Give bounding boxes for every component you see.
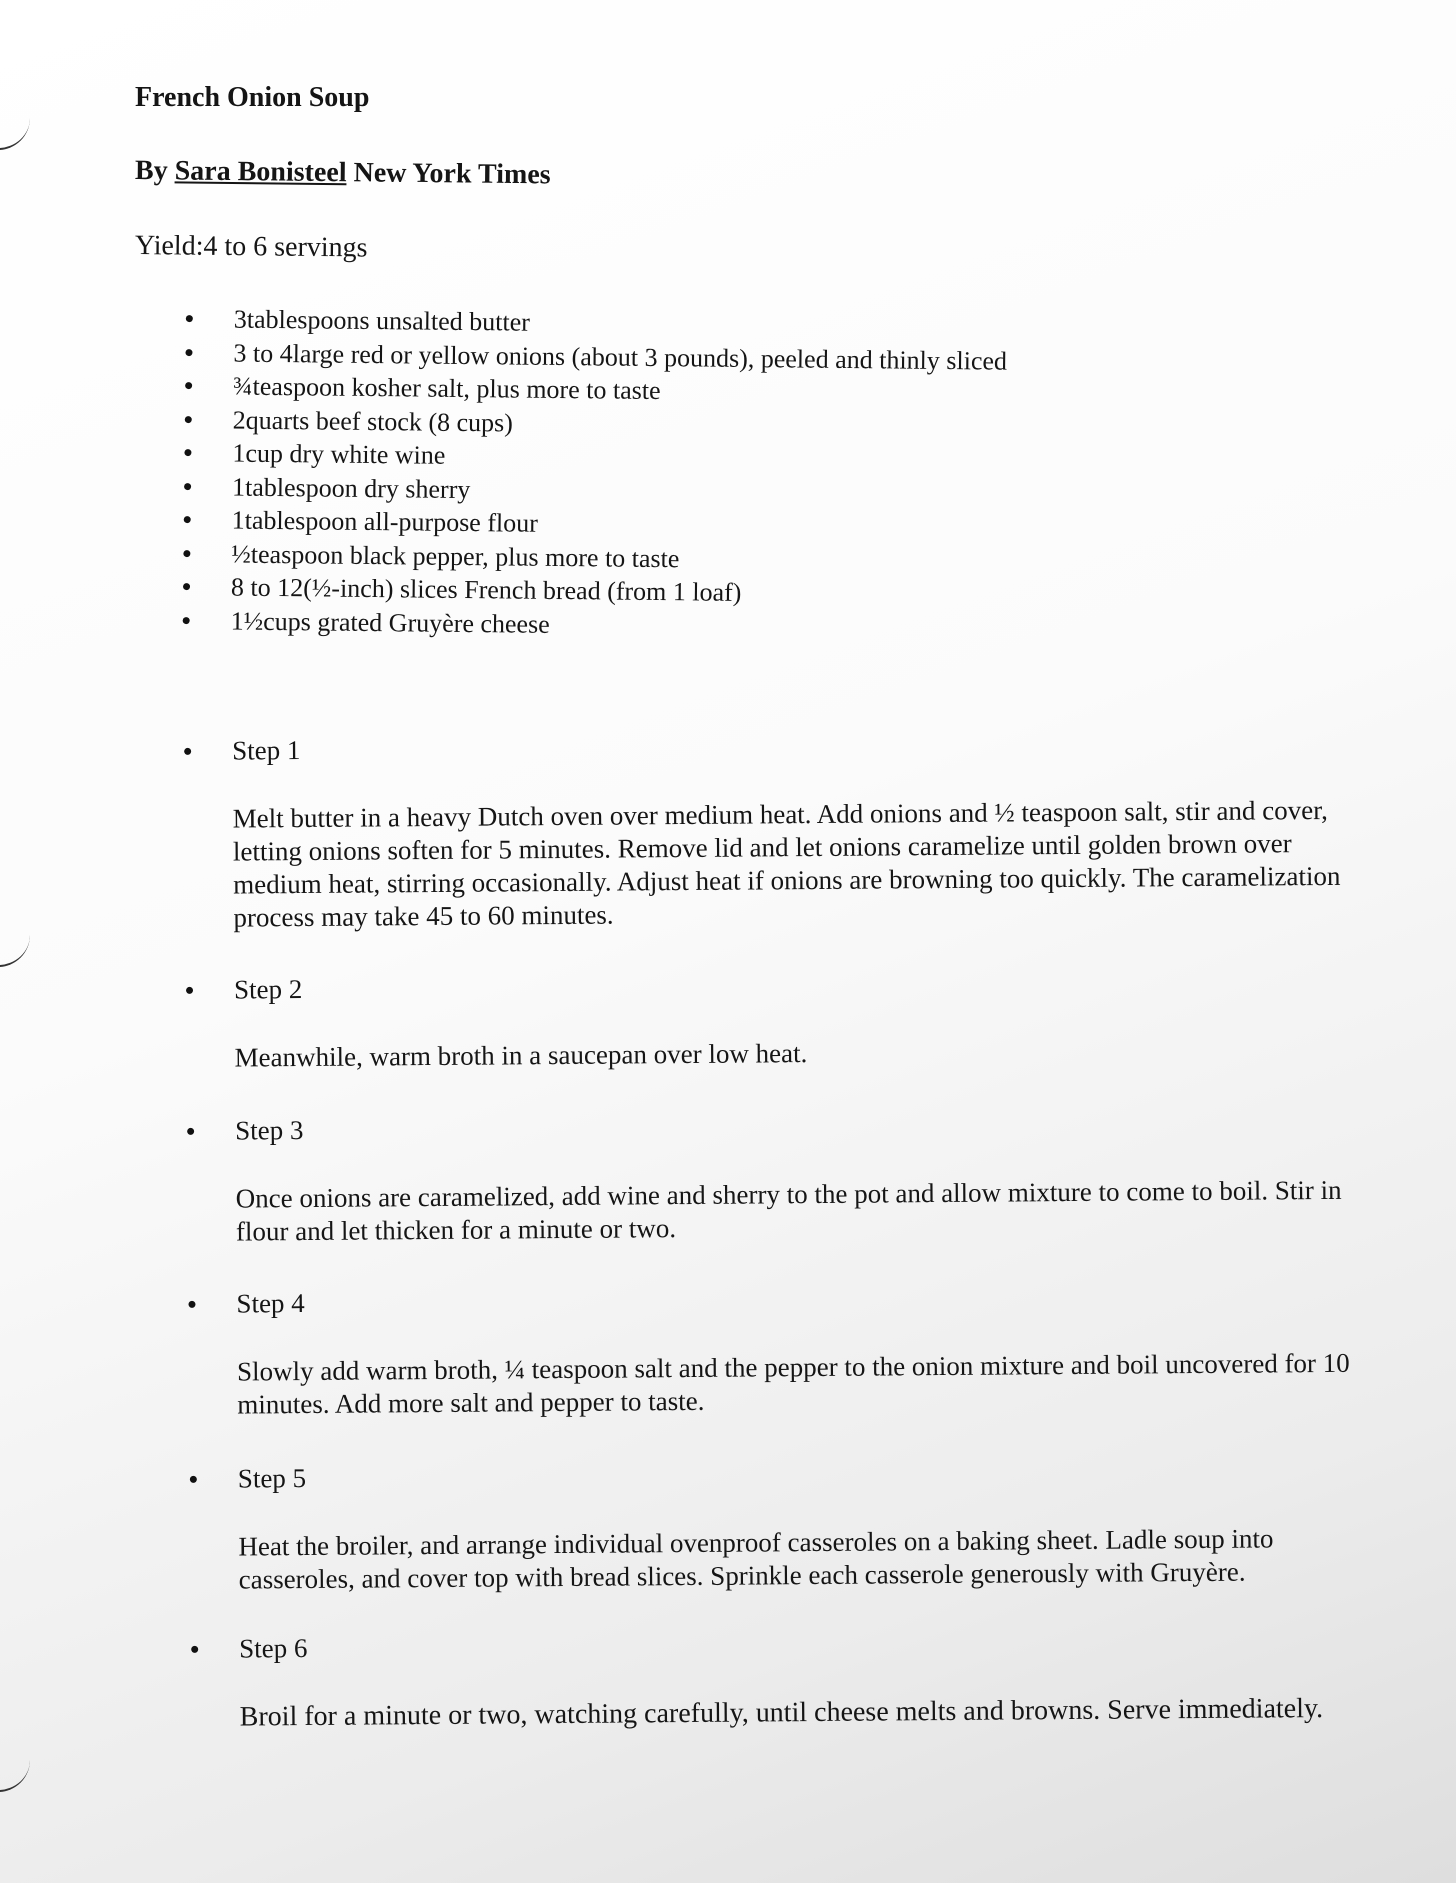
byline-prefix: By [134, 155, 168, 187]
ingredient-item: 2quarts beef stock (8 cups) [179, 402, 1179, 446]
recipe-title: French Onion Soup [135, 82, 370, 113]
page-edge-curl [0, 935, 30, 967]
step-item [178, 963, 1379, 1075]
step-item [176, 724, 1378, 935]
step-label: Step 3 [235, 1115, 304, 1146]
step-text: Slowly add warm broth, ¼ teaspoon salt and the pepper to the onion mixture and boil uncovered for 10 minutes. Add more salt and pepper to taste. [236, 1347, 1350, 1420]
step-item [180, 1277, 1381, 1422]
step-text: Heat the broiler, and arrange individual ovenproof casseroles on a baking sheet. Ladle soup into casseroles, and cover top with bread slices. Sprinkle each casserole generously with Gruyère. [238, 1523, 1274, 1595]
ingredient-item: 8 to 12(½-inch) slices French bread (from 1 loaf) [177, 570, 1177, 614]
byline [135, 155, 551, 191]
bullet-icon [191, 1646, 198, 1653]
step-label: Step 5 [237, 1463, 307, 1494]
bullet-icon [188, 1301, 195, 1308]
step-label: Step 1 [232, 735, 301, 766]
bullet-icon [184, 748, 191, 755]
publication-name: New York Times [353, 157, 551, 191]
step-label: Step 6 [239, 1632, 308, 1664]
bullet-icon [186, 987, 193, 994]
ingredient-item: 3 to 4large red or yellow onions (about 3 pounds), peeled and thinly sliced [179, 335, 1179, 379]
ingredient-item: 1cup dry white wine [178, 436, 1178, 480]
step-item [182, 1452, 1383, 1597]
ingredient-item: 1tablespoon all-purpose flour [178, 503, 1178, 547]
step-text: Broil for a minute or two, watching carefully, until cheese melts and browns. Serve immediately. [239, 1693, 1324, 1733]
author-name: Sara Bonisteel [174, 155, 347, 189]
ingredient-item: 3tablespoons unsalted butter [180, 302, 1180, 346]
bullet-icon [190, 1476, 197, 1483]
step-list [176, 724, 1384, 1734]
page-edge-curl [0, 118, 30, 150]
ingredient-item: ½teaspoon black pepper, plus more to taste [177, 536, 1177, 580]
step-label: Step 2 [233, 974, 303, 1005]
bullet-icon [187, 1128, 194, 1135]
ingredient-item: 1tablespoon dry sherry [178, 469, 1178, 513]
page-edge-curl [0, 1760, 30, 1792]
step-text: Meanwhile, warm broth in a saucepan over low heat. [234, 1038, 808, 1073]
step-text: Once onions are caramelized, add wine and sherry to the pot and allow mixture to come to boil. Stir in flour and let thicken for a minute or two. [235, 1174, 1342, 1247]
step-text: Melt butter in a heavy Dutch oven over medium heat. Add onions and ½ teaspoon salt, stir and cover, letting onions soften for 5 minutes. Remove lid and let onions caramelize until golden brown over medium heat, stirring occasionally. Adjust heat if onions are browning too quickly. The caramelization process may take 45 to 60 minutes. [232, 794, 1341, 933]
step-item [183, 1622, 1384, 1734]
ingredient-item: ¾teaspoon kosher salt, plus more to taste [179, 369, 1179, 413]
step-label: Step 4 [236, 1288, 305, 1319]
ingredient-list [176, 302, 1179, 647]
step-item [179, 1104, 1380, 1249]
yield-line: Yield:4 to 6 servings [134, 230, 368, 264]
ingredient-item: 1½cups grated Gruyère cheese [176, 603, 1176, 647]
